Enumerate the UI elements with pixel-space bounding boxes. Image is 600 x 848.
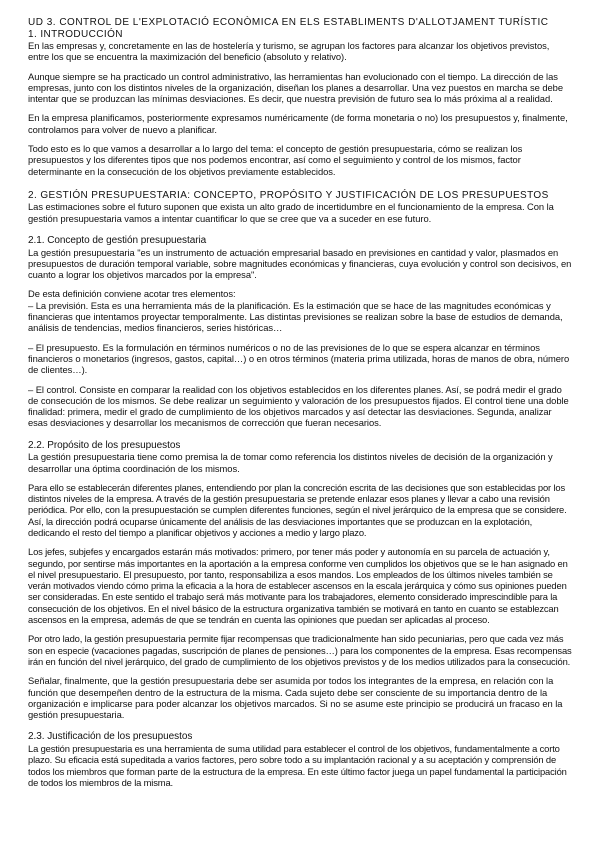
paragraph: Señalar, finalmente, que la gestión presupuestaria debe ser asumida por todos los integrantes de la empresa, en relación con la función que desempeñen dentro de la estructura de la misma. Cada sujeto debe ser consciente de su importancia dentro de la organización e implicarse para poder alcanzar los objetivos marcados. Si no se asume este principio se producirá un fracaso en la gestión presupuestaria. — [28, 675, 563, 721]
list-item: – El presupuesto. Es la formulación en términos numéricos o no de las previsiones de lo que se espera alcanzar en términos financieros o monetarios (ingresos, gastos, capital…) o en otros términos (materia prima utilizada, horas de manos de obra, número de clientes…). — [28, 341, 570, 376]
paragraph: Por otro lado, la gestión presupuestaria permite fijar recompensas que tradicionalmente han sido pecuniarias, pero que cada vez más son en especie (vacaciones pagadas, suscripción de planes de pensiones…) para los componentes de la empresa. Esas recompensas irán en función del nivel jerárquico, del grado de cumplimiento de los objetivos previstos y de los medios utilizados para la consecución. — [28, 633, 572, 667]
paragraph: En las empresas y, concretamente en las de hostelería y turismo, se agrupan los factores para alcanzar los objetivos previstos, entre los que se encuentra la maximización del beneficio (absoluto y relativo). — [28, 40, 550, 63]
section-heading-gestion-presupuestaria: 2. GESTIÓN PRESUPUESTARIA: CONCEPTO, PROPÓSITO Y JUSTIFICACIÓN DE LOS PRESUPUESTOS — [28, 189, 549, 201]
paragraph: La gestión presupuestaria es una herramienta de suma utilidad para establecer el control de los objetivos, fundamentalmente a corto plazo. Su eficacia está supeditada a varios factores, pero sobre todo a su implantación racional y a su aceptación y comprensión de todos los miembros que forman parte de la estructura de la empresa. En este último factor juega un papel fundamental la participación de todos los miembros de la misma. — [28, 742, 567, 788]
paragraph: En la empresa planificamos, posteriormente expresamos numéricamente (de forma monetaria o no) los presupuestos y, finalmente, controlamos para volver de nuevo a planificar. — [28, 112, 568, 135]
paragraph: La gestión presupuestaria "es un instrumento de actuación empresarial basado en previsiones en cantidad y valor, plasmados en presupuestos de duración temporal variable, sobre magnitudes económicas y financieras, cuya evolución y control son decisivos, en cuanto a lograr los objetivos marcados por la empresa". — [28, 246, 572, 281]
list-item: – El control. Consiste en comparar la realidad con los objetivos establecidos en los diferentes planes. Así, se podrá medir el grado de consecución de los mismos. Se debe realizar un seguimiento y valoración de los presupuestos fijados. El control tiene una doble finalidad: primera, medir el grado de cumplimiento de los objetivos marcados y así detectar las desviaciones. Segunda, analizar esas desviaciones y desarrollar los mecanismos de corrección que fueran necesarios. — [28, 383, 569, 429]
paragraph: Aunque siempre se ha practicado un control administrativo, las herramientas han evolucionado con el tiempo. La dirección de las empresas, junto con los distintos niveles de la organización, diseñan los planes a desarrollar. Una vez puestos en marcha se debe intentar que se produzcan las mínimas desviaciones. Es decir, que nuestra previsión de futuro sea lo más próxima al a realidad. — [28, 70, 564, 105]
subsection-heading-concepto: 2.1. Concepto de gestión presupuestaria — [28, 235, 207, 247]
subsection-heading-proposito: 2.2. Propósito de los presupuestos — [28, 439, 181, 451]
paragraph: Para ello se establecerán diferentes planes, entendiendo por plan la concreción escrita de las decisiones que son establecidas por los distintos niveles de la empresa. A través de la gestión presupuestaria se pretende enlazar esos planes y llevar a cabo una revisión periódica. Por ello, con la presupuestación se cumplen diferentes funciones, según el nivel jerárquico de la empresa que se considere. Así, la dirección podrá ocuparse únicamente del análisis de las desviaciones importantes que se produzcan en la explotación, dedicando el resto del tiempo a planificar objetivos y acciones a medio y largo plazo. — [28, 481, 567, 538]
paragraph: Los jefes, subjefes y encargados estarán más motivados: primero, por tener más poder y autonomía en su parcela de actuación y, segundo, por sentirse más importantes en la aportación a la empresa conforme ven cumplidos los objetivos que se le han asignado en el nivel presupuestario. El presupuesto, por tanto, responsabiliza a esos mandos. Los empleados de los últimos niveles también se verán motivados viendo cómo prima la eficacia a la hora de establecer ascensos en la escala jerárquica y cómo sus opiniones pueden ser consideradas. En este sentido el trabajo será más motivante para los trabajadores, elemento considerado imprescindible para la consecución de los objetivos. En el nivel básico de la estructura organizativa también se motivará en tanto en cuanto se establezcan ascensos en la empresa, además de que se tendrán en cuenta las opiniones que puedan ser aplicadas al proceso. — [28, 546, 568, 626]
list-item: – La previsión. Esta es una herramienta más de la planificación. Es la estimación que se hace de las magnitudes económicas y financieras que intentamos proyectar temporalmente. Las distintas previsiones se realizan sobre la base de estudios de demanda, análisis de tendencias, medios financieros, series históricas… — [28, 299, 563, 334]
paragraph: Todo esto es lo que vamos a desarrollar a lo largo del tema: el concepto de gestión presupuestaria, cómo se realizan los presupuestos y los diferentes tipos que nos podemos encontrar, así como el seguimiento y control de los mismos, factor determinante en la consecución de los objetivos previamente establecidos. — [28, 143, 523, 177]
document-title: UD 3. CONTROL DE L'EXPLOTACIÓ ECONÒMICA EN ELS ESTABLIMENTS D'ALLOTJAMENT TURÍSTIC — [28, 17, 549, 28]
paragraph: De esta definición conviene acotar tres elementos: — [28, 288, 236, 300]
paragraph: Las estimaciones sobre el futuro suponen que exista un alto grado de incertidumbre en el funcionamiento de la empresa. Con la gestión presupuestaria vamos a intentar cuantificar lo que se cree que va a suceder en ese futuro. — [28, 201, 554, 224]
section-heading-introduccion: 1. INTRODUCCIÓN — [28, 28, 123, 40]
subsection-heading-justificacion: 2.3. Justificación de los presupuestos — [28, 731, 193, 743]
paragraph: La gestión presupuestaria tiene como premisa la de tomar como referencia los distintos niveles de decisión de la organización y desarrollar una óptima coordinación de los mismos. — [28, 451, 553, 474]
